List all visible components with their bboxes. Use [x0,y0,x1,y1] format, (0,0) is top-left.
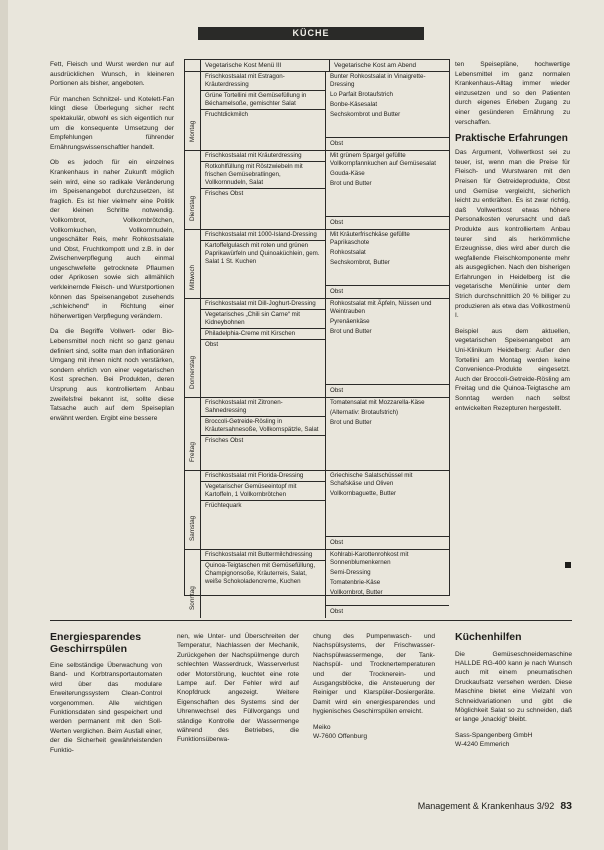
menu-dish: Vegetarisches „Chili sin Carne“ mit Kidneybohnen [201,310,325,329]
paragraph: Beispiel aus dem aktuellen, vegetarischen Speisenangebot am Uni-Klinikum Heidelberg: Außer den Tortellini am Montag werden keine Convenience-Produkte eingesetzt. Auch der Broccoli-Getreide-Rösling am Freitag und die Quinoa-Teigtasche am Sonntag werden nach selbst entwickelten Rezepturen hergestellt. [455,327,570,412]
news-text: Die Gemüseschneidemaschine HALLDE RG-400 kann je nach Wunsch auch mit einem pneumatischen Druckaufsatz versehen werden. Diese Maschine bietet eine Vielzahl von Schneidvariationen und gibt die Möglichkeit Salat so zu schneiden, daß er lange „knackig“ bleibt. [455,650,572,724]
day-name: Samstag [188,515,196,541]
day-name: Mittwoch [188,264,196,290]
menu-dish: Obst [326,605,449,618]
day-label-cell [185,471,201,549]
menu-dish: Bunter Rohkostsalat in Vinaigrette-Dressing [330,73,426,88]
day-name: Montag [188,120,196,142]
menu-dish: Obst [326,536,449,549]
menu-dish: Frischkostsalat mit Dill-Joghurt-Dressing [201,299,325,310]
menu-dish: Rohkostsalat mit Äpfeln, Nüssen und Weintrauben [330,300,432,315]
day-label-cell [185,230,201,298]
menu-dish: Tomatenbrie-Käse [330,579,381,586]
news-text: nen, wie Unter- und Überschreiten der Temperatur, Nachlassen der Mechanik, Zurückgehen der Nachspülmenge durch schlechten Wasserdruck, Wasserverlust oder Motorstörung, leuchtet eine rote Lampe auf. Der Fehler wird auf Knopfdruck angezeigt. Weitere Eigenschaften des Systems sind der Uhrenwechsel des Füllvorgangs und ständige Kontrolle der Wassermenge während des Betriebes, die Funktionsüberwa- [177,633,299,744]
menu-dish: Rohkostsalat [330,249,366,256]
day-name: Donnerstag [188,355,196,389]
menu-day-row [185,471,449,550]
day-name: Sonntag [188,586,196,610]
news-heading: Energiesparendes Geschirrspülen [50,631,142,655]
paragraph: Das Argument, Vollwertkost sei zu teuer, ist, wenn man die Preise für Fleisch- und Wurstwaren mit den Preisen für Getreideprodukte, Obst und Gemüse vergleicht, sicherlich leicht zu entkräften. Es ist zwar richtig, daß Vollwertkost etwas höhere Personalkosten verursacht und daß Produkte aus kontrolliertem Anbau teurer sind als herkömmliche Erzeugnisse, dies wird aber durch die wegfallende Fleischkomponente mehr als ausgeglichen. Nach den bisherigen Erfahrungen in Heidelberg ist die vegetarische Menülinie unter dem Strich durchschnittlich 20 % billiger zu produzieren als etwa das Vollkostmenü I. [455,149,570,320]
paragraph: Für manchen Schnitzel- und Kotelett-Fan klingt diese Überlegung sicher recht spektakulär, obwohl es sich eigentlich nur um die konsequente Umsetzung der Empfehlungen führender Ernährungswissenschaftler handelt. [50,95,174,151]
midday-menu-cell [201,398,326,470]
menu-dish: Mit Kräuterfrischkäse gefüllte Paprikaschote [330,231,410,246]
left-article-column [50,60,174,429]
subheading: Praktische Erfahrungen [455,133,568,145]
menu-dish: Fruchtdickmilch [205,111,248,118]
menu-day-row [185,299,449,398]
menu-day-row [185,72,449,151]
evening-menu-cell [326,471,449,549]
day-label-cell [185,550,201,618]
midday-menu-cell [201,471,326,549]
midday-menu-cell [201,151,326,229]
menu-dish: Quinoa-Teigtaschen mit Gemüsefüllung, Champignonsoße, Kräuterreis, Salat, weiße Schokoladencreme, Kuchen [205,562,316,585]
paragraph: Ob es jedoch für ein einzelnes Krankenhaus in naher Zukunft möglich sein wird, eine so radikale Veränderung im Speisenangebot durchzusetzen, ist fraglich. Es ist hier vielmehr eine Politik der kleinen Schritte notwendig. Vollkornbrot, Vollkornbrötchen, Vollkornkuchen, Vollkornnudeln, ungeschälter Reis, mehr Rohkostsalate und Obst, Fruchtkompott und z.B. in der Zwischenverpflegung auch einmal ungeschwefelte getrocknete Pflaumen oder Aprikosen sowie sich allmählich verkleinernde Fleisch- und Wurstportionen können das Speisenangebot zusehends „schleichend“ in Richtung einer höherwertigen Verpflegung verändern. [50,159,174,320]
evening-menu-cell [326,72,449,150]
paragraph: Fett, Fleisch und Wurst werden nur auf ausdrücklichen Wunsch, in kleineren Portionen als bisher, angeboten. [50,61,174,88]
menu-dish: Kartoffelgulasch mit roten und grünen Paprikawürfeln und Quinoaküchlein, gem. Salat 1 St. Kuchen [205,242,320,265]
menu-dish: Tomatensalat mit Mozzarella-Käse [330,399,425,406]
end-of-article-mark [565,562,571,568]
news-text: Eine selbständige Überwachung von Band- und Korbtransportautomaten wird über das modulare Erweiterungssystem Clean-Control vorgenommen. Alle wichtigen Funktionsdaten sind gespeichert und werden permanent mit den Soll-Werten verglichen. Beim Ausfall einer, der die Sicherheit gewährleistenden Funktio- [50,662,162,754]
menu-dish: Frischkostsalat mit Zitronen-Sahnedressing [201,398,325,417]
menu-dish: Gouda-Käse [330,170,365,177]
menu-dish: Frischkostsalat mit Buttermilchdressing [201,550,325,561]
news-source: Meiko W-7600 Offenburg [313,723,368,741]
midday-menu-cell [201,72,326,150]
weekly-menu-table [184,59,450,615]
page-number: 83 [560,800,572,812]
menu-dish: Frischkostsalat mit Kräuterdressing [201,151,325,162]
midday-menu-cell [201,550,326,618]
menu-dish: Vegetarischer Gemüseeintopf mit Kartoffeln, 1 Vollkornbrötchen [201,482,325,501]
day-label-cell [185,72,201,150]
midday-menu-cell [201,230,326,298]
news-dishwashing-cont [177,632,299,751]
news-source: Sass-Spangenberg GmbH W-4240 Emmerich [455,731,533,749]
menu-dish: Broccoli-Getreide-Rösling in Kräutersahnesoße, Vollkornspätzle, Salat [201,417,325,436]
menu-header-evening: Vegetarische Kost am Abend [334,62,417,69]
publication-name: Management & Krankenhaus 3/92 [417,801,555,811]
menu-dish: Philadelphia-Creme mit Kirschen [201,329,325,340]
menu-dish: Semi-Dressing [330,569,371,576]
menu-dish: Mit grünem Spargel gefüllte Vollkornpfannkuchen auf Gemüsesalat [330,152,436,167]
menu-dish: Brot und Butter [330,180,372,187]
menu-header-row [185,60,449,72]
evening-menu-cell [326,398,449,470]
day-name: Freitag [188,442,196,462]
menu-dish: Frischkostsalat mit 1000-Island-Dressing [201,230,325,241]
section-title: KÜCHE [198,27,424,40]
menu-header-meat: Vegetarische Kost Menü III [201,60,330,71]
day-label-cell [185,299,201,397]
menu-day-row [185,550,449,618]
menu-dish: Rotkohlfüllung mit Röstzwiebeln mit frischen Gemüsebratlingen, Vollkornnudeln, Salat [201,162,325,189]
news-dishwashing [50,632,162,761]
menu-dish: Frisches Obst [205,190,244,197]
menu-days [185,72,449,618]
evening-menu-cell [326,151,449,229]
menu-dish: Obst [326,285,449,298]
news-dishwashing-cont2 [313,632,435,747]
news-text: chung des Pumpenwasch- und Nachspülsystems, der Frischwasser-Nachspülwassermenge, der Tank-Nachspül- und Trocknertemperaturen und der Trocknerein- und Ausgangsblöcke, die Ansteuerung der Reiniger und Klarspüler-Dosiergeräte. Damit wird ein energiesparendes und hygienisches Geschirrspülen erreicht. [313,633,435,716]
menu-dish: Bonbe-Käsesalat [330,101,378,108]
paragraph: Da die Begriffe Vollwert- oder Bio-Lebensmittel noch nicht so ganz genau definiert sind, sollte man den inflationären Umgang mit ihnen nicht noch verstärken, sondern ehrlich von einer vegetarischen Kost sprechen. Bei Produkten, deren Ursprung aus kontrolliertem Anbau zweifelsfrei bekannt ist, sollte diese Tatsache auch auf dem Speiseplan erwähnt werden. Ergibt eine bessere [50,328,174,422]
menu-dish: Vollkornbrot, Butter [330,589,383,596]
menu-dish: Obst [326,137,449,150]
menu-dish: Vollkornbaguette, Butter [330,490,397,497]
evening-menu-cell [326,230,449,298]
paragraph: ten Speisepläne, hochwertige Lebensmittel im ganz normalen Krankenhaus-Alltag immer wieder einzusetzen und so den Patienten durch eigenes Erleben Zugang zu einer gesünderen Ernährung zu verschaffen. [455,61,570,126]
menu-dish: Obst [326,384,449,397]
menu-dish: Kohlrabi-Karottenrohkost mit Sonnenblumenkernen [330,551,409,566]
menu-dish: Obst [326,216,449,229]
divider-line [50,620,572,621]
page-footer [400,800,572,812]
menu-dish: (Alternativ: Brotaufstrich) [330,409,399,416]
menu-day-row [185,230,449,299]
day-label-cell [185,151,201,229]
day-label-cell [185,398,201,470]
menu-dish: Lo Parfait Brotaufstrich [330,91,393,98]
menu-dish: Brot und Butter [330,419,372,426]
day-name: Dienstag [188,195,196,221]
right-article-column [455,60,570,419]
menu-dish: Frischkostsalat mit Estragon-Kräuterdressing [201,72,325,91]
menu-dish: Obst [205,341,219,348]
menu-dish: Früchtequark [205,502,242,509]
midday-menu-cell [201,299,326,397]
menu-dish: Sechskornbrot und Butter [330,111,401,118]
scan-edge [0,0,8,850]
menu-day-row [185,398,449,471]
menu-dish: Brot und Butter [330,328,372,335]
news-heading: Küchenhilfen [455,631,522,643]
evening-menu-cell [326,299,449,397]
menu-dish: Grüne Tortellini mit Gemüsefüllung in Béchamelsoße, gemischter Salat [201,91,325,110]
menu-day-row [185,151,449,230]
menu-dish: Frisches Obst [205,437,244,444]
menu-dish: Griechische Salatschüssel mit Schafskäse und Oliven [330,472,413,487]
evening-menu-cell [326,550,449,618]
menu-dish: Frischkostsalat mit Florida-Dressing [201,471,325,482]
menu-dish: Pyrenäenkäse [330,318,370,325]
news-kitchen-aids [455,632,572,756]
menu-dish: Sechskornbrot, Butter [330,259,390,266]
